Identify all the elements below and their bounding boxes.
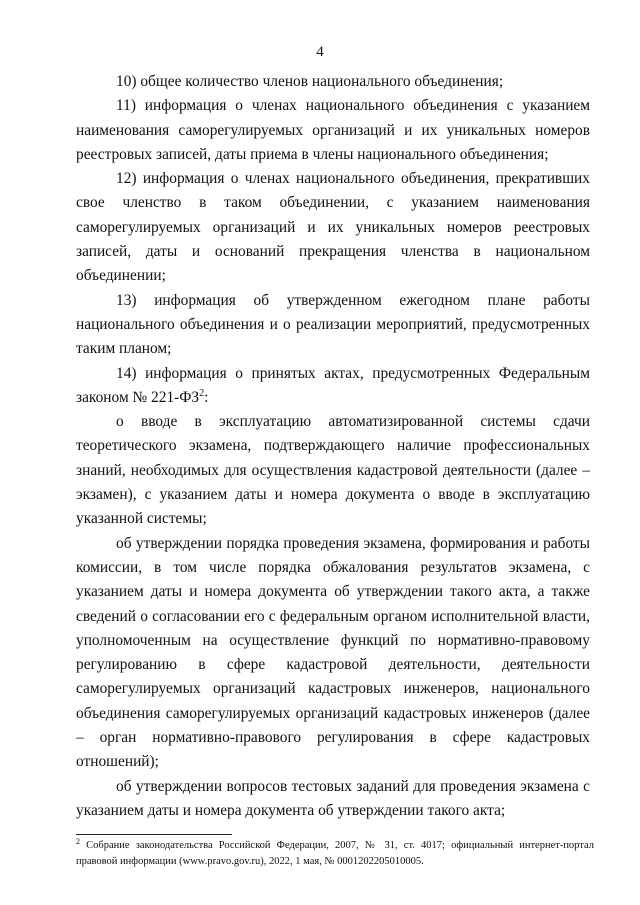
footnote-marker: 2 <box>76 837 80 846</box>
footnote <box>76 838 594 869</box>
paragraph-exam-procedure: об утверждении порядка проведения экзамена, формирования и работы комиссии, в том числе порядка обжалования результатов экзамена, с указанием даты и номера документа об утверждении такого акта, а также сведений о согласовании его с федеральным органом исполнительной власти, уполномоченным на осуществление функций по нормативно-правовому регулированию в сфере кадастровой деятельности, деятельности саморегулируемых организаций кадастровых инженеров, национального объединения саморегулируемых организаций кадастровых инженеров (далее – орган нормативно-правового регулирования в сфере кадастровых отношений); <box>76 534 590 771</box>
page-number: 4 <box>316 44 324 60</box>
footnote-divider <box>76 834 232 835</box>
document-body <box>76 70 590 823</box>
paragraph-item-13: 13) информация об утвержденном ежегодном плане работы национального объединения и о реализации мероприятий, предусмотренных таким планом; <box>76 291 590 358</box>
paragraph-item-12: 12) информация о членах национального объединения, прекративших свое членство в таком объединении, с указанием наименования саморегулируемых организаций и их уникальных номеров реестровых записей, даты и оснований прекращения членства в национальном объединении; <box>76 170 590 285</box>
paragraph-item-14 <box>76 362 590 411</box>
paragraph-item-11: 11) информация о членах национального объединения с указанием наименования саморегулируемых организаций и их уникальных номеров реестровых записей, даты приема в члены национального объединения; <box>76 97 590 163</box>
footnote-text: Собрание законодательства Российской Федерации, 2007, № 31, ст. 4017; официальный интернет-портал правовой информации (www.pravo.gov.ru), 2022, 1 мая, № 0001202205010005. <box>76 840 595 867</box>
paragraph-system-commissioning: о вводе в эксплуатацию автоматизированной системы сдачи теоретического экзамена, подтверждающего наличие профессиональных знаний, необходимых для осуществления кадастровой деятельности (далее – экзамен), с указанием даты и номера документа о вводе в эксплуатацию указанной системы; <box>76 413 590 528</box>
paragraph-item-14-tail: : <box>204 388 209 406</box>
paragraph-test-questions: об утверждении вопросов тестовых заданий для проведения экзамена с указанием даты и номера документа об утверждении такого акта; <box>76 777 590 819</box>
paragraph-item-14-text: 14) информация о принятых актах, предусмотренных Федеральным законом № 221-ФЗ <box>76 364 590 406</box>
footnote-reference: 2 <box>199 387 205 399</box>
paragraph-item-10: 10) общее количество членов национального объединения; <box>116 73 504 90</box>
